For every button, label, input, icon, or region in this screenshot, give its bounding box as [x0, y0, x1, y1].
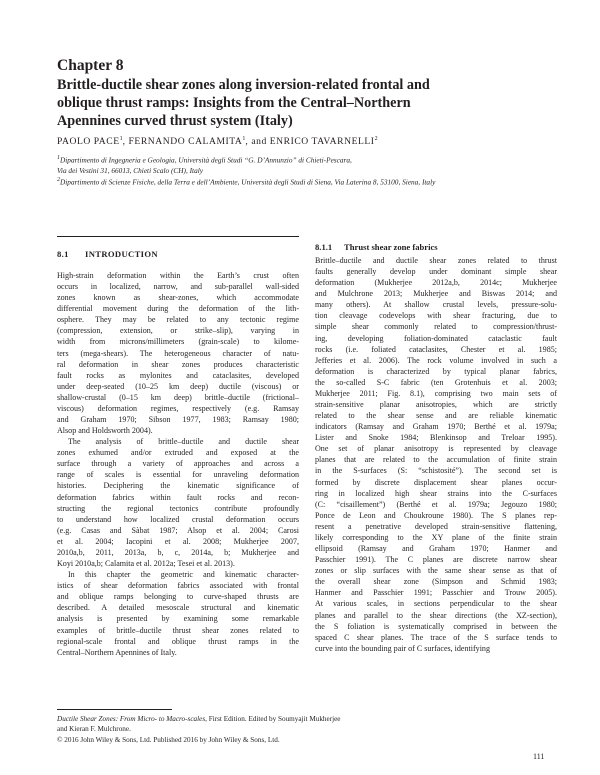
- text-line: ing, developing foliation-dominated cataclastic fault: [315, 333, 557, 343]
- text-line: The analysis of brittle–ductile and ductile shear: [68, 437, 299, 447]
- text-line: occurs in localized, narrow, and sub-parallel wall-sided: [57, 282, 299, 292]
- text-line: Mukherjee 2011; Fig. 8.1), comprising two main sets of: [315, 388, 557, 398]
- text-line: tion cleavage codevelops with shear fracturing, due to: [315, 311, 557, 321]
- text-line: histories. Deciphering the kinematic significance of: [57, 481, 299, 491]
- text-line: 2010a,b, 2011, 2013a, b, c, 2014a, b; Mukherjee and: [57, 547, 299, 557]
- text-line: Alsop and Holdsworth 2004).: [57, 426, 153, 436]
- text-line: deformation fabrics within fault rocks and recon-: [57, 492, 299, 502]
- text-line: ring in localized high shear strains into the C-surfaces: [315, 488, 557, 498]
- section-title: INTRODUCTION: [85, 249, 158, 259]
- text-line: curve into the bounding pair of C surfaces, identifying: [315, 643, 490, 653]
- footnote-text: , First Edition. Edited by Soumyajit Mukherjee: [205, 715, 341, 723]
- affiliation-marker: 2: [57, 177, 60, 183]
- text-line: zones known as shear-zones, which accommodate: [57, 293, 299, 303]
- affiliation-2: [57, 175, 435, 187]
- footnote-text: © 2016 John Wiley & Sons, Ltd. Published 2016 by John Wiley & Sons, Ltd.: [57, 735, 280, 744]
- section-number: 8.1: [57, 249, 69, 259]
- text-line: Passchier 1991). The C planes are discrete narrow shear: [315, 555, 557, 565]
- text-line: istics of shear deformation fabrics associated with frontal: [57, 581, 299, 591]
- text-line: Koyi 2010a,b; Calamita et al. 2012a; Tesei et al. 2013).: [57, 559, 235, 569]
- text-line: under deep-seated (10–25 km deep) ductile (viscous) or: [57, 381, 299, 391]
- text-line: to understand how localized crustal deformation occurs: [57, 514, 299, 524]
- text-line: resent a penetrative developed strain-sensitive flattening,: [315, 521, 557, 531]
- text-line: and oblique ramps belonging to curve-shaped thrusts are: [57, 592, 299, 602]
- text-line: related to the shear sense and are reliable kinematic: [315, 411, 557, 421]
- affiliation-marker: 2: [374, 136, 378, 142]
- text-line: Brittle–ductile and ductile shear zones related to thrust: [315, 256, 557, 265]
- text-line: and Graham 1970; Sibson 1977, 1983; Ramsay 1980;: [57, 415, 299, 425]
- subsection-number: 8.1.1: [315, 242, 333, 252]
- text-line: zones exhumed and/or extruded and exposed at the: [57, 448, 299, 458]
- text-line: ral deformation in shear zones produces characteristic: [57, 359, 299, 369]
- author-name: and ENRICO TAVARNELLI: [251, 136, 375, 148]
- text-line: described. A detailed mesoscale structural and kinematic: [57, 603, 299, 613]
- text-line: High-strain deformation within the Earth’s crust often: [57, 271, 299, 280]
- section-divider: [57, 236, 299, 237]
- text-line: Jefferies et al. 2006). The rock volume involved in such a: [315, 355, 557, 365]
- text-line: Hanmer and Passchier 1991; Passchier and Trouw 2005).: [315, 588, 557, 598]
- affiliation-1: [57, 153, 352, 176]
- text-line: range of scales is essential for unraveling deformation: [57, 470, 299, 480]
- text-line: et al. 2004; Iacopini et al. 2008; Mukherjee 2007,: [57, 536, 299, 546]
- affiliation-marker: 1: [242, 136, 246, 142]
- footnote-divider: [57, 709, 172, 710]
- text-line: Central–Northern Apennines of Italy.: [57, 647, 177, 657]
- text-line: differential movement during the deformation of the lith-: [57, 304, 299, 314]
- text-line: osphere. They may be related to any tectonic regime: [57, 315, 299, 325]
- text-line: (e.g. Casas and Sàbat 1987; Alsop et al. 2004; Carosi: [57, 525, 299, 535]
- text-line: likely corresponding to the XY plane of the finite strain: [315, 532, 557, 542]
- text-line: faults generally develop under dominant simple shear: [315, 267, 557, 277]
- text-line: At various scales, in sections perpendicular to the shear: [315, 599, 557, 609]
- affiliation-marker: 1: [57, 155, 60, 161]
- section-heading: [57, 249, 158, 259]
- text-line: simple shear commonly related to compression/thrust-: [315, 322, 557, 332]
- book-title: Ductile Shear Zones: From Micro- to Macro-scales: [57, 715, 206, 723]
- subsection-heading: [315, 242, 438, 252]
- text-line: In this chapter the geometric and kinematic character-: [68, 570, 299, 580]
- text-line: and Mulchrone 2013; Mukherjee and Biswas 2014; and: [315, 289, 557, 299]
- affiliation-text: Dipartimento di Scienze Fisiche, della Terra e dell’Ambiente, Università degli Studi di Siena, Via Laterina 8, 53100, Siena, Italy: [60, 177, 436, 187]
- author-list: PAOLO PACE$^1$, FERNANDO CALAMITA$^1$, and ENRICO TAVARNELLI$^2$: [57, 136, 378, 148]
- title-line: Brittle-ductile shear zones along inversion-related frontal and: [57, 77, 430, 93]
- affiliation-text: Dipartimento di Ingegneria e Geologia, Università degli Studi “G. D’Annunzio” di Chieti-Pescara,: [60, 155, 352, 165]
- text-line: the so-called S-C fabric (ten Grotenhuis et al. 2003;: [315, 377, 557, 387]
- affiliation-marker: 1: [119, 136, 123, 142]
- text-line: planes and parallel to the shear directions (the XZ-section),: [315, 610, 557, 620]
- text-line: fault rocks as mylonites and cataclasites, developed: [57, 370, 299, 380]
- text-line: (C: “cisaillement”) (Berthé et al. 1979a; Jegouzo 1980;: [315, 499, 557, 509]
- author-name: FERNANDO CALAMITA: [128, 136, 243, 148]
- text-line: width from microns/millimeters (grain-scale) to kilome-: [57, 337, 299, 347]
- chapter-title: [57, 77, 547, 130]
- text-line: the overall shear zone (Simpson and Schmid 1983;: [315, 577, 557, 587]
- text-line: the S foliation is systematically comprised in between the: [315, 621, 557, 631]
- text-line: surface through a variety of approaches and across a: [57, 459, 299, 469]
- text-line: Lister and Snoke 1984; Blenkinsop and Treloar 1995).: [315, 433, 557, 443]
- text-line: ters (mega-shears). The heterogeneous character of natu-: [57, 348, 299, 358]
- affiliation-text: Via dei Vestini 31, 66013, Chieti Scalo (CH), Italy: [57, 166, 203, 176]
- left-column-body: [57, 270, 299, 658]
- text-line: many others). At shallow crustal levels, pressure-solu-: [315, 300, 557, 310]
- right-column-body: [315, 255, 557, 654]
- text-line: One set of planar anisotropy is represented by cleavage: [315, 444, 557, 454]
- text-line: structing the regional tectonics contribute profoundly: [57, 503, 299, 513]
- text-line: formed by discrete displacement shear planes occur-: [315, 477, 557, 487]
- text-line: shallow-crustal (0–15 km deep) brittle–ductile (frictional–: [57, 392, 299, 402]
- text-line: viscous) deformation regimes, respectively (e.g. Ramsay: [57, 403, 299, 413]
- text-line: spaced C shear planes. The trace of the S surface tends to: [315, 632, 557, 642]
- text-line: indicators (Ramsay and Graham 1970; Berthé et al. 1979a;: [315, 422, 557, 432]
- text-line: rocks (i.e. foliated cataclasites, Chester et al. 1985;: [315, 344, 557, 354]
- text-line: in the S-surfaces (S: “schistosité”). The second set is: [315, 466, 557, 476]
- text-line: zones or slip surfaces with the same shear sense as that of: [315, 566, 557, 576]
- text-line: strain-sensitive planar anisotropies, which are strictly: [315, 400, 557, 410]
- title-line: oblique thrust ramps: Insights from the Central–Northern: [57, 94, 411, 111]
- copyright-footnote: [57, 714, 340, 745]
- chapter-label: Chapter 8: [57, 57, 124, 74]
- page-number: 111: [533, 752, 545, 761]
- text-line: deformation (Mukherjee 2012a,b, 2014c; Mukherjee: [315, 278, 557, 288]
- footnote-text: and Kieran F. Mulchrone.: [57, 725, 131, 734]
- subsection-title: Thrust shear zone fabrics: [344, 242, 438, 252]
- text-line: ellipsoid (Ramsay and Graham 1970; Hanmer and: [315, 544, 557, 554]
- text-line: (compression, extension, or strike–slip), varying in: [57, 326, 299, 336]
- author-name: PAOLO PACE: [57, 136, 120, 148]
- text-line: examples of brittle–ductile thrust shear zones related to: [57, 625, 299, 635]
- text-line: regional-scale frontal and oblique thrust ramps in the: [57, 636, 299, 646]
- text-line: deformation is characterized by typical planar fabrics,: [315, 366, 557, 376]
- text-line: analysis is presented by examining some remarkable: [57, 614, 299, 624]
- title-line: Apennines curved thrust system (Italy): [57, 112, 293, 129]
- text-line: Ponce de Leon and Choukroune 1980). The S planes rep-: [315, 510, 557, 520]
- text-line: planes that are related to the accumulation of finite strain: [315, 455, 557, 465]
